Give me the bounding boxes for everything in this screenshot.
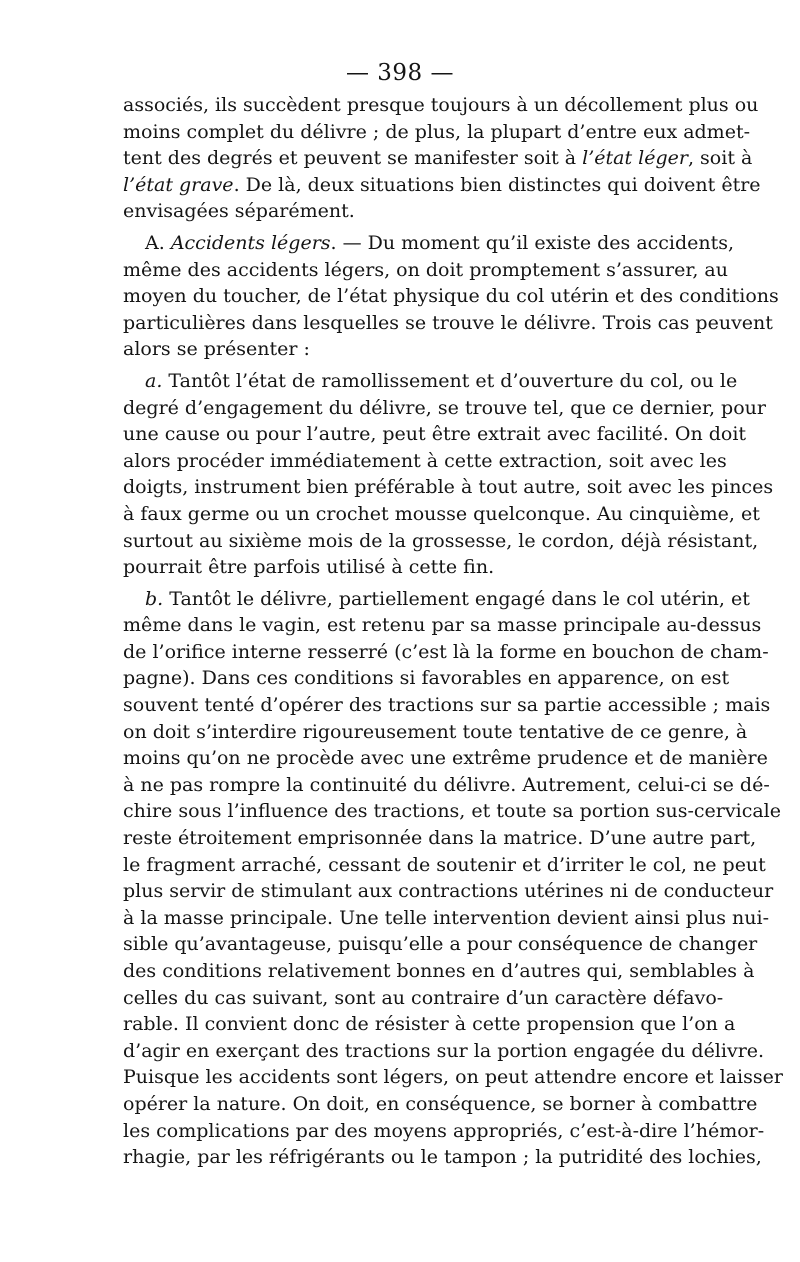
text-line: chire sous l’influence des tractions, et toute sa portion sus-cervicale	[123, 800, 781, 823]
text-line: Puisque les accidents sont légers, on peut attendre encore et laisser	[123, 1066, 783, 1089]
text-line: rable. Il convient donc de résister à cette propension que l’on a	[123, 1013, 736, 1036]
text-line: moyen du toucher, de l’état physique du col utérin et des conditions	[123, 285, 779, 308]
text-line: même des accidents légers, on doit promptement s’assurer, au	[123, 258, 728, 281]
text-line: degré d’engagement du délivre, se trouve tel, que ce dernier, pour	[123, 396, 766, 419]
page-number: — 398 —	[345, 60, 455, 86]
text-line: pagne). Dans ces conditions si favorables en apparence, on est	[123, 667, 730, 690]
text-line: moins complet du délivre ; de plus, la plupart d’entre eux admet-	[123, 120, 750, 143]
paragraph-4-case-b	[123, 586, 783, 1171]
text-line: le fragment arraché, cessant de soutenir et d’irriter le col, ne peut	[123, 853, 766, 876]
text-line: doigts, instrument bien préférable à tout autre, soit avec les pinces	[123, 476, 774, 499]
text-line: de l’orifice interne resserré (c’est là la forme en bouchon de cham-	[123, 640, 769, 663]
text-line: à faux germe ou un crochet mousse quelconque. Au cinquième, et	[123, 502, 760, 525]
text-line: sible qu’avantageuse, puisqu’elle a pour conséquence de changer	[123, 933, 758, 956]
text-line: on doit s’interdire rigoureusement toute tentative de ce genre, à	[123, 720, 748, 743]
body-text	[123, 92, 783, 1171]
text-line: moins qu’on ne procède avec une extrême prudence et de manière	[123, 747, 768, 770]
text-line: celles du cas suivant, sont au contraire d’un caractère défavo-	[123, 986, 724, 1009]
text-line: a. Tantôt l’état de ramollissement et d’ouverture du col, ou le	[145, 369, 738, 392]
text-line: associés, ils succèdent presque toujours à un décollement plus ou	[123, 94, 759, 116]
text-line: surtout au sixième mois de la grossesse, le cordon, déjà résistant,	[123, 529, 759, 552]
text-line: d’agir en exerçant des tractions sur la portion engagée du délivre.	[123, 1039, 765, 1062]
text-line: A. Accidents légers. — Du moment qu’il existe des accidents,	[145, 231, 735, 254]
text-line: rhagie, par les réfrigérants ou le tampon ; la putridité des lochies,	[123, 1146, 762, 1169]
text-line: plus servir de stimulant aux contractions utérines ni de conducteur	[123, 880, 774, 903]
text-line: reste étroitement emprisonnée dans la matrice. D’une autre part,	[123, 827, 757, 850]
text-line: l’état grave. De là, deux situations bien distinctes qui doivent être	[123, 173, 761, 196]
text-line: une cause ou pour l’autre, peut être extrait avec facilité. On doit	[123, 423, 747, 446]
paragraph-2-accidents-legers	[123, 230, 779, 363]
text-line: opérer la nature. On doit, en conséquence, se borner à combattre	[123, 1092, 758, 1115]
text-line: envisagées séparément.	[123, 200, 355, 223]
text-line: des conditions relativement bonnes en d’autres qui, semblables à	[123, 960, 755, 982]
text-line: particulières dans lesquelles se trouve le délivre. Trois cas peuvent	[123, 311, 773, 334]
text-line: souvent tenté d’opérer des tractions sur sa partie accessible ; mais	[123, 694, 771, 717]
text-line: pourrait être parfois utilisé à cette fin.	[123, 556, 495, 579]
paragraph-1	[123, 92, 761, 225]
text-line: alors se présenter :	[123, 338, 310, 361]
text-line: à la masse principale. Une telle intervention devient ainsi plus nui-	[123, 906, 769, 929]
text-line: tent des degrés et peuvent se manifester soit à l’état léger, soit à	[123, 147, 753, 170]
text-line: même dans le vagin, est retenu par sa masse principale au-dessus	[123, 614, 762, 637]
text-line: alors procéder immédiatement à cette extraction, soit avec les	[123, 449, 727, 472]
text-line: à ne pas rompre la continuité du délivre. Autrement, celui-ci se dé-	[123, 773, 770, 796]
text-line: les complications par des moyens appropriés, c’est-à-dire l’hémor-	[123, 1119, 765, 1142]
paragraph-3-case-a	[123, 368, 774, 581]
text-line: b. Tantôt le délivre, partiellement engagé dans le col utérin, et	[145, 587, 750, 610]
